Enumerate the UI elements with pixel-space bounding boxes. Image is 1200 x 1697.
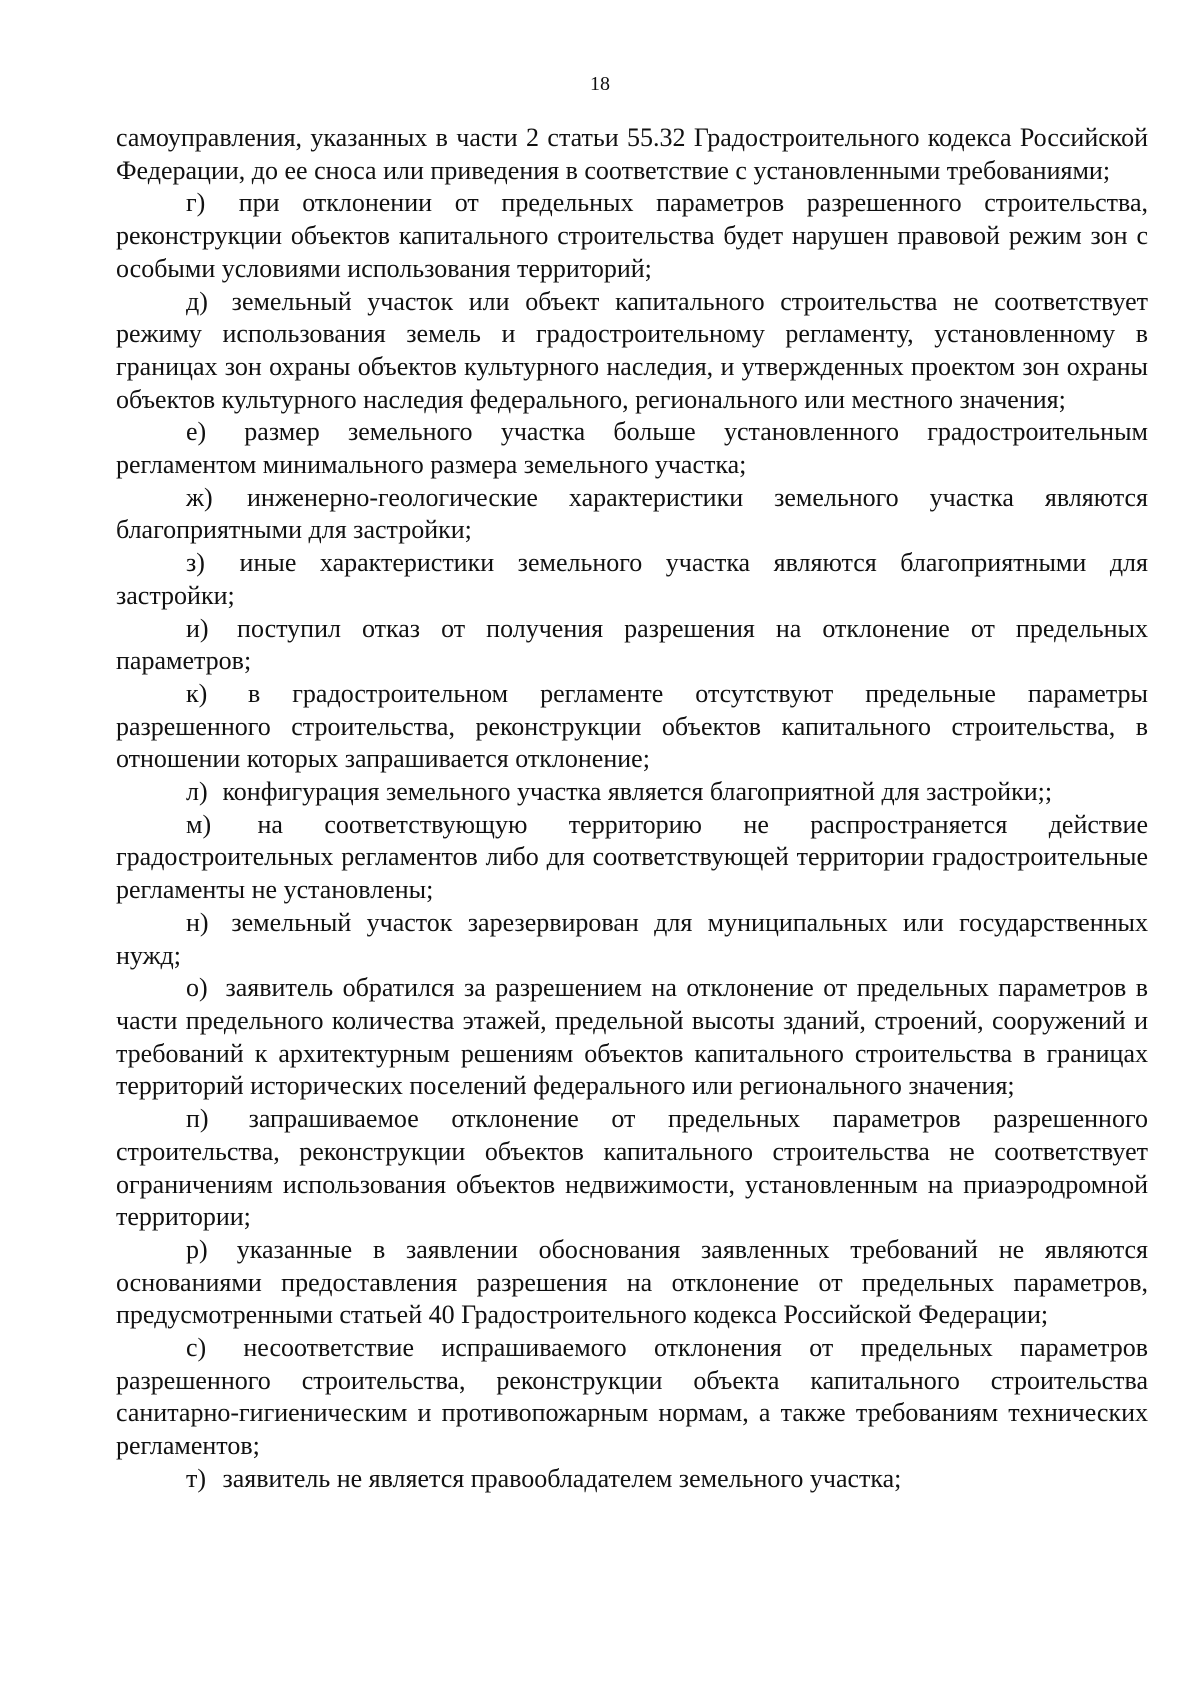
list-item-text: конфигурация земельного участка является благоприятной для застройки;; [222, 777, 1053, 807]
list-item-text: в градостроительном регламенте отсутствуют предельные параметры разрешенного строительства, реконструкции объектов капитального строительства, в отношении которых запрашивается отклонение; [116, 678, 1148, 774]
list-item-letter: к) [186, 678, 208, 708]
list-item-letter: п) [186, 1104, 209, 1134]
list-item [116, 613, 1148, 678]
list-item-letter: м) [186, 809, 212, 839]
list-item-letter: с) [186, 1333, 207, 1363]
list-item-letter: д) [186, 286, 208, 316]
list-item [116, 482, 1148, 547]
list-item [116, 286, 1148, 417]
list-item-letter: г) [186, 188, 206, 218]
list-item-letter: з) [186, 548, 205, 578]
list-item-text: заявитель обратился за разрешением на отклонение от предельных параметров в части предельного количества этажей, предельной высоты зданий, строений, сооружений и требований к архитектурным решениям объектов капитального строительства в границах территорий исторических поселений федерального или регионального значения; [116, 973, 1148, 1101]
list-item-text: при отклонении от предельных параметров разрешенного строительства, реконструкции объектов капитального строительства будет нарушен правовой режим зон с особыми условиями использования территорий; [116, 188, 1148, 283]
list-item-letter: ж) [186, 482, 213, 512]
list-item-text: поступил отказ от получения разрешения на отклонение от предельных параметров; [116, 613, 1149, 676]
list-item [116, 809, 1148, 907]
document-body [116, 122, 1148, 1496]
list-item-letter: л) [186, 777, 208, 807]
list-item [116, 678, 1148, 776]
list-item [116, 187, 1148, 285]
list-items [116, 187, 1148, 1495]
list-item [116, 416, 1148, 481]
list-item-text: иные характеристики земельного участка являются благоприятными для застройки; [116, 548, 1148, 610]
list-item [116, 1332, 1148, 1463]
list-item-letter: о) [186, 973, 208, 1003]
list-item [116, 907, 1148, 972]
list-item-text: запрашиваемое отклонение от предельных параметров разрешенного строительства, реконструкции объектов капитального строительства не соответствует ограничениям использования объектов недвижимости, установленным на приаэродромной территории; [116, 1104, 1148, 1232]
list-item-text: земельный участок или объект капитального строительства не соответствует режиму использования земель и градостроительному регламенту, установленному в границах зон охраны объектов культурного наследия, и утвержденных проектом зон охраны объектов культурного наследия федерального, регионального или местного значения; [116, 286, 1149, 414]
list-item-text: земельный участок зарезервирован для муниципальных или государственных нужд; [116, 907, 1149, 970]
list-item-letter: и) [186, 613, 209, 643]
list-item-text: инженерно-геологические характеристики земельного участка являются благоприятными для застройки; [116, 482, 1149, 545]
list-item-text: на соответствующую территорию не распространяется действие градостроительных регламентов либо для соответствующей территории градостроительные регламенты не установлены; [116, 809, 1149, 905]
list-item [116, 972, 1148, 1103]
list-item [116, 1103, 1148, 1234]
list-item-text: указанные в заявлении обоснования заявленных требований не являются основаниями предоставления разрешения на отклонение от предельных параметров, предусмотренными статьей 40 Градостроительного кодекса Российской Федерации; [116, 1234, 1149, 1330]
continuation-paragraph: самоуправления, указанных в части 2 статьи 55.32 Градостроительного кодекса Российской Федерации, до ее сноса или приведения в соответствие с установленными требованиями; [116, 123, 1148, 185]
list-item [116, 776, 1148, 809]
list-item-letter: е) [186, 417, 207, 447]
list-item-letter: т) [186, 1463, 207, 1493]
page-number: 18 [590, 73, 610, 95]
list-item-letter: н) [186, 907, 209, 937]
list-item [116, 1463, 1148, 1496]
list-item-text: размер земельного участка больше установленного градостроительным регламентом минимального размера земельного участка; [116, 417, 1149, 480]
list-item-text: несоответствие испрашиваемого отклонения от предельных параметров разрешенного строительства, реконструкции объекта капитального строительства санитарно-гигиеническим и противопожарным нормам, а также требованиям технических регламентов; [116, 1333, 1149, 1461]
list-item-text: заявитель не является правообладателем земельного участка; [222, 1463, 902, 1493]
list-item-letter: р) [186, 1234, 208, 1264]
list-item [116, 547, 1148, 612]
list-item [116, 1234, 1148, 1332]
